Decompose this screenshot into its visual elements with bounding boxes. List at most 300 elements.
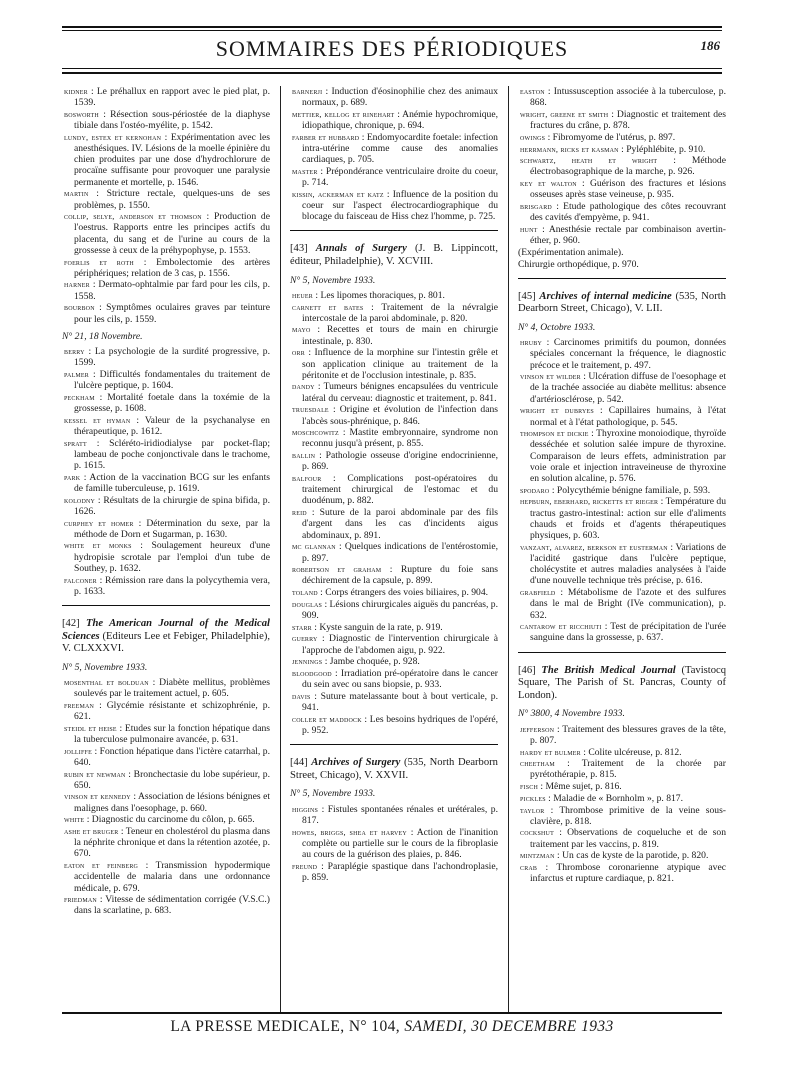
entry-text: : Pyléphlébite, p. 910. [621,143,706,155]
list-item [518,371,726,405]
list-item [518,485,726,496]
entry-author: moschcowitz [292,428,339,438]
list-item [518,428,726,484]
entry-text: : Suture matelassante bout à bout verticale, p. 941. [302,690,498,714]
entry-text: : Observations de coqueluche et de son traitement par les vaccins, p. 819. [530,827,726,850]
entry-text: : Capillaires humains, à l'état normal et à l'état pathologique, p. 545. [530,405,726,428]
entry-text: : Quelques indications de l'entérostomie, p. 897. [302,541,498,564]
journal-info: (535, North Dearborn Street, Chicago), V. LII. [518,290,726,315]
entry-text: : Tumeurs bénignes encapsulées du ventricule latéral du cerveau: diagnostic et traitement, p. 841. [302,381,498,404]
list-item [62,279,270,301]
journal-separator [62,605,270,606]
entry-author: dandy [292,382,315,392]
journal-name: The British Medical Journal [541,664,676,676]
entry-author: foerlis et roth [64,257,134,267]
footer-date: 30 DECEMBRE 1933 [471,1018,614,1035]
entry-text: : La psychologie de la surdité progressive, p. 1599. [74,345,270,369]
entry-author: curphey et homer [64,518,134,528]
issue-date: N° 5, Novembre 1933. [62,661,148,673]
entry-text: : Suture de la paroi abdominale par des fils d'argent dans les cas d'incidents aigus abdominaux, p. 891. [302,507,498,541]
entry-text: : Guérison des fractures et lésions osseuses après stase veineuse, p. 935. [530,178,726,201]
list-item [62,392,270,414]
list-item [290,668,498,690]
entry-text: : Action de l'inanition complète ou partielle sur le cours de la fibroplasie au cours de la guérison des plaies, p. 846. [302,826,498,860]
list-item [62,369,270,391]
entry-list [290,86,498,222]
list-item [62,677,270,699]
column-2 [290,86,498,884]
entry-text: : Influence de la morphine sur l'intestin grêle et son application clinique au traitement de la péritonite et de l'occlusion intestinale, p. 835. [302,347,498,381]
column-1 [62,86,270,917]
list-item [290,381,498,403]
entry-text: : Anémie hypochromique, idiopathique, chronique, p. 694. [302,108,498,132]
entry-author: lundy, estex et kernohan [64,132,162,142]
list-item [290,861,498,883]
journal-heading [518,291,726,316]
entry-text: : Même sujet, p. 816. [540,781,622,793]
list-item [62,894,270,916]
entry-author: vinson et wilder [520,372,581,382]
list-item [518,109,726,131]
entry-text: : Paraplégie spastique dans l'achondroplasie, p. 859. [302,860,498,883]
entry-text: : Mastite embryonnaire, syndrome non reconnu jusqu'à présent, p. 855. [302,427,499,450]
entry-text: : Induction d'éosinophilie chez des animaux normaux, p. 689. [302,86,498,109]
entry-author: guerry [292,634,318,644]
entry-text: : Traitement de la chorée par pyrétothérapie, p. 815. [530,758,726,781]
entry-text: : Diagnostic et traitement des fractures du crâne, p. 878. [530,108,726,132]
list-item [62,346,270,368]
entry-author: orr [292,348,305,358]
list-item [62,472,270,494]
entry-author: mayo [292,325,311,335]
entry-author: kolodny [64,495,96,505]
list-item [290,404,498,426]
journal-info: (535, North Dearborn Street, Chicago), V. XXVII. [290,757,498,781]
entry-text: : Ulcération diffuse de l'oesophage et de la trachée associée au diabète mellitus: absence d'artériosclérose, p. 542. [530,371,726,405]
list-item [518,781,726,792]
entry-text: : Etudes sur la fonction hépatique dans la tuberculose pulmonaire avancée, p. 631. [74,722,270,745]
list-item [62,495,270,517]
entry-list [62,677,270,917]
entry-author: rubin et newman [64,769,126,779]
journal-heading [290,243,498,268]
entry-author: cockshut [520,828,554,838]
entry-text: : Rémission rare dans la polycythemia vera, p. 1633. [74,574,270,597]
entry-author: jennings [292,657,323,667]
entry-author: vanzant, alvarez, berkson et eusterman [520,542,668,552]
entry-text: : Diagnostic du carcinome du côlon, p. 665. [86,814,255,826]
entry-author: harner [64,280,90,290]
entry-author: mc glannan [292,542,336,552]
list-item [290,166,498,188]
list-item [518,724,726,746]
entry-author: collip, selye, anderson et thomson [64,212,202,222]
entry-text: : Polycythémie bénigne familiale, p. 593. [551,484,711,496]
header-rule-bottom [62,72,722,74]
entry-author: higgins [292,804,319,814]
entry-text: : Résultats de la chirurgie de spina bifida, p. 1626. [74,494,270,517]
entry-text: : Thrombose coronarienne atypique avec infarctus et rupture cardiaque, p. 821. [530,862,726,885]
journal-number: [45] [518,290,536,302]
entry-text: : Fibromyome de l'utérus, p. 897. [547,131,676,143]
entry-text: : Intussusception associée à la tuberculose, p. 868. [530,86,726,109]
journal-name: The American Journal of the Medical Sciences [62,617,270,642]
entry-text: : Thrombose primitive de la veine sous-clavière, p. 818. [530,804,726,827]
entry-author: fisch [520,782,539,792]
entry-text: : Température du tractus gastro-intestinal: action sur elle d'aliments chauds et froids et d'agents thérapeutiques physiques, p. 603. [530,496,727,542]
entry-author: herrmann, ricks et kasman [520,144,619,154]
entry-author: bourbon [64,303,95,313]
list-item [290,132,498,166]
list-item [62,302,270,324]
entry-text: : Soulagement heureux d'une hydropisie scrotale par l'emploi d'un tube de Southey, p. 1632. [74,540,270,574]
entry-text: : Lésions chirurgicales aiguës du pancréas, p. 909. [302,598,499,622]
list-item [62,211,270,256]
footer-day: SAMEDI, [404,1018,467,1035]
entry-text: : Vitesse de sédimentation corrigée (V.S.C.) dans la scarlatine, p. 683. [74,894,270,917]
list-item [290,827,498,861]
entry-list [290,290,498,736]
entry-author: coller et maddock [292,714,362,724]
entry-text: : Etude pathologique des côtes recouvrant des cavités d'empyème, p. 941. [530,201,726,224]
journal-number: [42] [62,617,80,629]
list-item [62,723,270,745]
entry-text: : Diagnostic de l'intervention chirurgicale à l'approche de l'abdomen aigu, p. 922. [302,633,498,656]
entry-author: vinson et kennedy [64,792,131,802]
entry-continuation: Chirurgie orthopédique, p. 970. [518,258,639,270]
entry-author: eaton et feinberg [64,861,139,871]
list-item [518,201,726,223]
entry-author: spratt [64,438,87,448]
entry-author: pickles [520,793,546,803]
entry-author: kessel et hyman [64,415,131,425]
list-item [518,747,726,758]
list-item [290,599,498,621]
journal-name: Annals of Surgery [315,243,407,255]
entry-list [518,724,726,885]
entry-text: : Production de l'oestrus. Rapports entre les principes actifs du placenta, du sang et de l'urine au cours de la grossesse à ceux de la préhypophyse, p. 1553. [74,211,270,256]
entry-text: : Pathologie osseuse d'origine endocrinienne, p. 869. [302,450,498,473]
column-divider-1 [280,86,281,1012]
entry-text: : Les besoins hydriques de l'opéré, p. 952. [302,713,498,737]
list-item [290,473,498,507]
list-item [290,622,498,633]
entry-author: douglas [292,599,323,609]
entry-author: crab [520,863,538,873]
entry-text: : Carcinomes primitifs du poumon, données spéciales concernant la fréquence, le diagnostic précoce et le traitement, p. 497. [530,337,726,371]
entry-author: park [64,472,81,482]
page-footer [62,1018,722,1036]
journal-separator [518,278,726,279]
entry-author: schwartz, heath et wright [520,156,658,166]
entry-author: cantarow et ricchiuti [520,622,602,632]
list-item [62,814,270,825]
footer-journal: LA PRESSE MEDICALE, N° 104, [170,1018,401,1035]
entry-text: : Recettes et tours de main en chirurgie intestinale, p. 830. [302,324,498,347]
entry-text: : Association de lésions bénignes et malignes dans l'oesophage, p. 660. [74,791,270,814]
issue-date: N° 5, Novembre 1933. [290,788,376,800]
entry-author: thompson et dickie [520,429,589,439]
list-item [62,132,270,188]
entry-list [62,86,270,325]
journal-separator [290,744,498,745]
entry-text: : Anesthésie rectale par combinaison avertin-éther, p. 960. [530,223,726,247]
list-item [290,324,498,346]
list-item [518,862,726,884]
entry-author: peckham [64,392,95,402]
entry-author: white et monks [64,541,132,551]
column-3 [518,86,726,885]
entry-list [518,86,726,246]
entry-text: : Symptômes oculaires graves par teinture pour les cils, p. 1559. [74,302,270,325]
entry-author: freund [292,861,318,871]
entry-text: : Embolectomie des artères périphériques; relation de 3 cas, p. 1556. [74,256,270,279]
entry-author: mettier, kellog et rinehart [292,109,395,119]
journal-info: (Editeurs Lee et Febiger, Philadelphie), V. CLXXXVI. [62,630,270,655]
entry-text: : Corps étrangers des voies biliaires, p. 904. [320,587,489,599]
list-item [518,337,726,371]
entry-author: mosenthal et bolduan [64,677,149,687]
list-item [290,507,498,541]
list-item [290,714,498,736]
list-item [518,178,726,200]
journal-info: (J. B. Lippincott, éditeur, Philadelphie), V. XCVIII. [290,243,498,268]
entry-author: brisgard [520,202,552,212]
entry-text: : Endomyocardite foetale: infection intra-utérine comme cause des anomalies cardiaques, p. 705. [302,131,498,166]
list-item [290,804,498,826]
list-item [62,575,270,597]
issue-date: N° 5, Novembre 1933. [290,274,376,286]
journal-heading [62,618,270,656]
list-item [62,257,270,279]
list-item [518,805,726,827]
list-item [518,224,726,246]
page-title: SOMMAIRES DES PÉRIODIQUES [215,36,569,61]
entry-author: grabfield [520,588,556,598]
list-item [290,564,498,586]
entry-author: ashe et bruger [64,827,119,837]
entry-author: toland [292,588,318,598]
entry-author: heuer [292,290,313,300]
entry-text: : Variations de l'acidité gastrique dans l'ulcère peptique, cholécystite et autres maladies analysées à l'aide d'une nouvelle technique très précise, p. 616. [530,541,726,587]
entry-author: friedman [64,895,97,905]
entry-author: truesdale [292,405,329,415]
entry-text: : Prépondérance ventriculaire droite du coeur, p. 714. [302,165,498,189]
entry-text: : Valeur de la psychanalyse en thérapeutique, p. 1612. [74,414,270,437]
list-item [518,155,726,177]
list-item [518,850,726,861]
header-rule-top-inner [62,30,722,31]
journal-separator [518,652,726,653]
list-item [62,791,270,813]
entry-author: carnett et bates [292,302,364,312]
entry-author: spodaro [520,485,550,495]
list-item [62,518,270,540]
list-item [62,746,270,768]
list-item [290,109,498,131]
journal-heading [290,757,498,782]
entry-author: howes, briggs, shea et harvey [292,827,407,837]
entry-text: : Résection sous-périostée de la diaphyse tibiale dans l'ostéo-myélite, p. 1542. [74,108,270,132]
list-item [518,405,726,427]
entry-text: : Maladie de « Bornholm », p. 817. [548,792,683,804]
entry-author: bosworth [64,109,99,119]
journal-number: [43] [290,243,308,255]
entry-author: martin [64,189,89,199]
entry-author: reid [292,508,307,518]
footer-rule [62,1012,722,1014]
entry-author: key et walton [520,179,577,189]
entry-text: : Scléréto-iridiodialyse par pocket-flap; lambeau de poche conjonctivale dans le trachome, p. 1615. [74,437,271,471]
journal-info: (Tavistocq Square, The Parish of St. Pancras, County of London). [518,664,727,701]
entry-text: : Un cas de kyste de la parotide, p. 820. [557,850,709,862]
entry-text: : Traitement des blessures graves de la tête, p. 807. [530,723,726,746]
entry-text: : Les lipomes thoraciques, p. 801. [315,289,445,301]
entry-text: : Bronchectasie du lobe supérieur, p. 650. [74,768,270,791]
list-item [290,633,498,655]
entry-continuation: (Expérimentation animale). [518,246,624,258]
entry-text: : Traitement de la névralgie intercostale de la paroi abdominale, p. 820. [302,301,498,324]
list-item [62,415,270,437]
entry-text: : Métabolisme de l'azote et des sulfures dans le mal de Bright (IVe communication), p. 632. [530,587,726,621]
entry-text: : Le préhallux en rapport avec le pied plat, p. 1539. [74,86,270,109]
entry-text: : Dermato-ophtalmie par fard pour les cils, p. 1558. [74,279,270,302]
entry-text: : Méthode électrobasographique de la marche, p. 926. [530,155,726,178]
entry-author: jolliffe [64,746,92,756]
entry-text: : Fistules spontanées rénales et urétérales, p. 817. [302,803,498,826]
list-item [62,826,270,860]
entry-text: : Transmission hypodermique accidentelle de malaria dans une ordonnance médicale, p. 679. [74,860,270,894]
entry-text: : Teneur en cholestérol du plasma dans la néphrite chronique et dans la rétention azotée, p. 670. [74,826,270,860]
entry-text: : Action de la vaccination BCG sur les enfants de famille tuberculeuse, p. 1619. [74,471,270,494]
entry-text: : Détermination du sexe, par la méthode de Dorn et Sugarman, p. 1630. [74,517,270,540]
list-item [518,496,726,541]
entry-text: : Mortalité foetale dans la toxémie de la grossesse, p. 1608. [74,391,270,414]
list-item [62,540,270,574]
entry-author: palmer [64,369,89,379]
list-item [518,827,726,849]
entry-author: wright et dubryes [520,406,594,416]
entry-text: : Irradiation pré-opératoire dans le cancer du sein avec ou sans biopsie, p. 933. [302,668,498,691]
entry-author: berry [64,346,85,356]
entry-list [518,337,726,643]
list-item [290,290,498,301]
entry-author: falconer [64,575,97,585]
entry-text: : Origine et évolution de l'infection dans l'abcès sous-phrénique, p. 846. [302,404,498,427]
entry-author: kidner [64,87,88,96]
list-item [62,86,270,108]
entry-author: farber et hubbard [292,132,360,142]
page-number: 186 [700,38,720,53]
entry-text: : Rupture du foie sans déchirement de la capsule, p. 899. [302,564,498,587]
journal-separator [290,230,498,231]
entry-text: : Complications post-opératoires du traitement chirurgical de l'estomac et du duodénum, p. 882. [302,473,498,507]
list-item [290,656,498,667]
entry-author: robertson et graham [292,565,382,575]
list-item [62,700,270,722]
list-item [518,621,726,643]
list-item [518,758,726,780]
list-item [62,438,270,472]
list-item [62,769,270,791]
entry-author: jefferson [520,724,555,734]
list-item [290,587,498,598]
entry-author: hepburn, eberhard, ricketts et rieger [520,497,659,507]
entry-author: mintzman [520,851,555,861]
entry-author: barnerji [292,87,323,96]
list-item [290,347,498,381]
entry-text: : Diabète mellitus, problèmes soulevés par le traitement actuel, p. 605. [74,676,270,700]
entry-author: white [64,815,85,825]
entry-author: steidl et heise [64,723,117,733]
entry-list [290,804,498,883]
entry-list [62,346,270,597]
list-item [518,587,726,621]
list-item [290,427,498,449]
journal-number: [44] [290,757,308,769]
entry-author: owings [520,132,546,142]
entry-text: : Test de précipitation de l'urée sanguine dans la grossesse, p. 637. [530,621,727,644]
entry-text: : Stricture rectale, quelques-uns de ses problèmes, p. 1550. [74,188,270,211]
list-item [290,691,498,713]
list-item [518,132,726,143]
list-item [290,541,498,563]
entry-author: starr [292,622,312,632]
journal-name: Archives of Surgery [311,757,401,769]
list-item [290,86,498,108]
entry-text: : Jambe choquée, p. 928. [324,656,420,668]
issue-date: N° 4, Octobre 1933. [518,321,596,333]
header-rule-top [62,26,722,28]
entry-text: : Influence de la position du coeur sur l'aspect électrocardiographique du blocage du faisceau de Hiss chez l'homme, p. 725. [302,188,498,223]
entry-author: balfour [292,474,322,484]
entry-author: kissin, ackerman et katz [292,189,384,199]
header-rule-bottom-inner [62,68,722,69]
issue-date: N° 3800, 4 Novembre 1933. [518,708,625,720]
entry-text: : Colite ulcéreuse, p. 812. [583,746,682,758]
journal-number: [46] [518,664,536,676]
entry-text: : Difficultés fondamentales du traitement de l'ulcère peptique, p. 1604. [74,368,270,392]
entry-author: hardy et bulmer [520,747,581,757]
entry-author: hruby [520,338,543,348]
list-item [290,302,498,324]
entry-author: taylor [520,805,545,815]
entry-author: freeman [64,700,95,710]
journal-heading [518,665,726,703]
list-item [62,109,270,131]
list-item [290,450,498,472]
list-item [62,188,270,210]
entry-text: : Glycémie résistante et schizophrénie, p. 621. [74,699,270,723]
entry-author: hunt [520,224,538,234]
entry-author: bloodgood [292,669,332,679]
issue-date: N° 21, 18 Novembre. [62,330,143,342]
entry-author: cheetham [520,759,555,769]
journal-name: Archives of internal medicine [539,290,672,302]
entry-text: : Kyste sanguin de la rate, p. 919. [314,621,443,633]
list-item [62,860,270,894]
entry-text: : Fonction hépatique dans l'ictère catarrhal, p. 640. [74,745,270,768]
entry-author: ballin [292,451,316,461]
entry-text: : Expérimentation avec les anesthésiques. IV. Lésions de la moelle épinière du chien produites par une dose d'hydrochlorure de procaïne suffisante pour provoquer une paralysie permanente et mortelle, p. 1546. [74,131,270,188]
list-item [518,793,726,804]
entry-author: davis [292,691,311,701]
list-item [518,144,726,155]
list-item [518,542,726,587]
entry-author: easton [520,87,545,96]
column-divider-2 [508,86,509,1012]
list-item [518,86,726,108]
